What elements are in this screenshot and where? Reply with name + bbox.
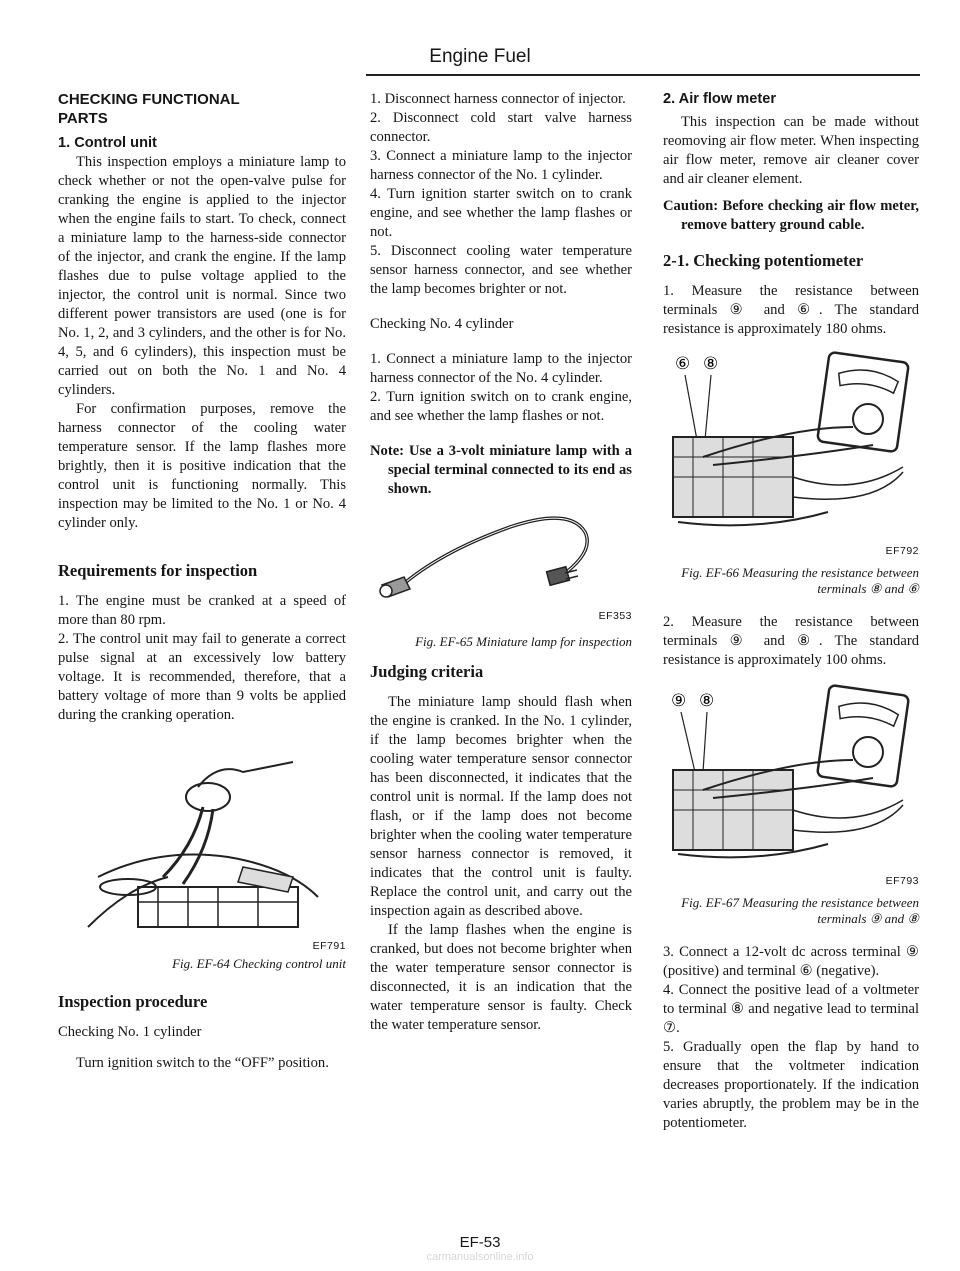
miniature-lamp-illustration <box>370 507 632 607</box>
column-left <box>58 90 346 1073</box>
potentiometer-heading: 2-1. Checking potentiometer <box>663 251 864 270</box>
checking-no1-label: Checking No. 1 cylinder <box>58 1024 202 1040</box>
page-header-title: Engine Fuel <box>429 46 531 67</box>
note-miniature-lamp: Note: Use a 3-volt miniature lamp with a special terminal connected to its end as shown. <box>370 443 632 497</box>
no1-step-2: 2. Disconnect cold start valve harness connector. <box>370 110 632 145</box>
procedure-heading: Inspection procedure <box>58 992 208 1011</box>
caution-note: Caution: Before checking air flow meter, remove battery ground cable. <box>663 198 919 233</box>
resistance-measurement-illustration-2 <box>663 682 919 872</box>
column-right <box>663 90 919 1133</box>
column-middle <box>370 90 632 1035</box>
figure-ef67-code: EF793 <box>885 875 919 887</box>
fig66-terminal-label-a: ⑥ <box>675 354 691 374</box>
figure-ef66 <box>663 347 919 597</box>
fig66-terminal-label-b: ⑧ <box>703 354 719 374</box>
judging-paragraph-1: The miniature lamp should flash when the engine is cranked. In the No. 1 cylinder, if the lamp becomes brighter when the cooling water temperature sensor connector has been disconnected, it indicates that the control unit is normal. If the lamp does not flash, or if the lamp does not become brighter when the cooling water temperature sensor harness connector is removed, it indicates that the control unit is faulty. Replace the control unit, and carry out the inspection again as described above. <box>370 694 632 919</box>
requirements-heading: Requirements for inspection <box>58 561 258 580</box>
control-unit-paragraph-1: This inspection employs a miniature lamp to check whether or not the open-valve pulse for cranking the engine is applied to the injector when the engine fails to start. To check, connect a miniature lamp to the harness-side connector of the injector, and crank the engine. If the lamp flashes due to pulse voltage applied to the injector, the control unit is normal. Since two different power transistors are used (one is for No. 1, 2, and 3 cylinders, and the other is for No. 4, 5, and 6 cylinders), this inspection must be carried out on both the No. 1 and No. 4 cylinders. <box>58 154 346 398</box>
figure-ef64-caption: Fig. EF-64 Checking control unit <box>172 956 346 971</box>
air-flow-meter-paragraph: This inspection can be made without reomoving air flow meter. When inspecting air flow meter, remove air cleaner cover and air cleaner element. <box>663 114 919 187</box>
figure-ef65 <box>370 507 632 650</box>
air-flow-meter-heading: 2. Air flow meter <box>663 91 776 107</box>
judging-paragraph-2: If the lamp flashes when the engine is cranked, but does not become brighter when the water temperature sensor connector is disconnected, it is an indication that the water temperature sensor is faulty. Check the water temperature sensor. <box>370 922 632 1033</box>
figure-ef67-caption: Fig. EF-67 Measuring the resistance between terminals ⑨ and ⑧ <box>681 895 919 926</box>
potentiometer-step-4: 4. Connect the positive lead of a voltmeter to terminal ⑧ and negative lead to terminal ⑦. <box>663 982 919 1036</box>
potentiometer-step-2: 2. Measure the resistance between terminals ⑨ and ⑧. The standard resistance is approximately 100 ohms. <box>663 614 919 668</box>
section-title-line1: CHECKING FUNCTIONAL <box>58 91 240 108</box>
figure-ef66-caption: Fig. EF-66 Measuring the resistance between terminals ⑧ and ⑥ <box>681 565 919 596</box>
requirement-1: 1. The engine must be cranked at a speed of more than 80 rpm. <box>58 593 346 628</box>
figure-ef65-code: EF353 <box>598 610 632 622</box>
fig67-terminal-label-b: ⑧ <box>699 691 715 711</box>
no1-step-4: 4. Turn ignition starter switch on to crank engine, and see whether the lamp flashes or not. <box>370 186 632 240</box>
control-unit-paragraph-2: For confirmation purposes, remove the harness connector of the cooling water temperature sensor. If the lamp flashes more brightly, then it is positive indication that the control unit is functioning normally. This inspection may be limited to the No. 1 or No. 4 cylinder only. <box>58 401 346 531</box>
control-unit-check-illustration <box>58 737 346 937</box>
judging-heading: Judging criteria <box>370 662 484 681</box>
potentiometer-step-1: 1. Measure the resistance between terminals ⑨ and ⑥. The standard resistance is approximately 180 ohms. <box>663 283 919 337</box>
section-title <box>58 90 346 128</box>
fig67-terminal-label-a: ⑨ <box>671 691 687 711</box>
section-title-line2: PARTS <box>58 110 108 127</box>
figure-ef67 <box>663 682 919 927</box>
checking-no4-label: Checking No. 4 cylinder <box>370 316 514 332</box>
resistance-measurement-illustration-1 <box>663 347 919 542</box>
no1-step-1: 1. Disconnect harness connector of injector. <box>370 91 626 107</box>
figure-ef66-code: EF792 <box>885 545 919 557</box>
no1-step-5: 5. Disconnect cooling water temperature sensor harness connector, and see whether the lamp becomes brighter or not. <box>370 243 632 297</box>
figure-ef64-code: EF791 <box>312 940 346 952</box>
potentiometer-step-3: 3. Connect a 12-volt dc across terminal ⑨ (positive) and terminal ⑥ (negative). <box>663 944 919 979</box>
control-unit-heading: 1. Control unit <box>58 135 157 151</box>
requirement-2: 2. The control unit may fail to generate a correct pulse signal at an excessively low battery voltage. It is recommended, therefore, that a battery voltage of more than 9 volts be applied during the cranking operation. <box>58 631 346 723</box>
no4-step-1: 1. Connect a miniature lamp to the injector harness connector of the No. 4 cylinder. <box>370 351 632 386</box>
figure-ef65-caption: Fig. EF-65 Miniature lamp for inspection <box>415 634 632 649</box>
no1-step-3: 3. Connect a miniature lamp to the injector harness connector of the No. 1 cylinder. <box>370 148 632 183</box>
turn-off-instruction: Turn ignition switch to the “OFF” position. <box>76 1055 329 1071</box>
potentiometer-step-5: 5. Gradually open the flap by hand to ensure that the voltmeter indication decreases proportionately. If the indication varies abruptly, the problem may be in the potentiometer. <box>663 1039 919 1131</box>
watermark: carmanualsonline.info <box>426 1251 534 1263</box>
no4-step-2: 2. Turn ignition switch on to crank engine, and see whether the lamp flashes or not. <box>370 389 632 424</box>
figure-ef64 <box>58 737 346 972</box>
page-number: EF-53 <box>459 1234 501 1251</box>
header-rule <box>366 74 920 76</box>
